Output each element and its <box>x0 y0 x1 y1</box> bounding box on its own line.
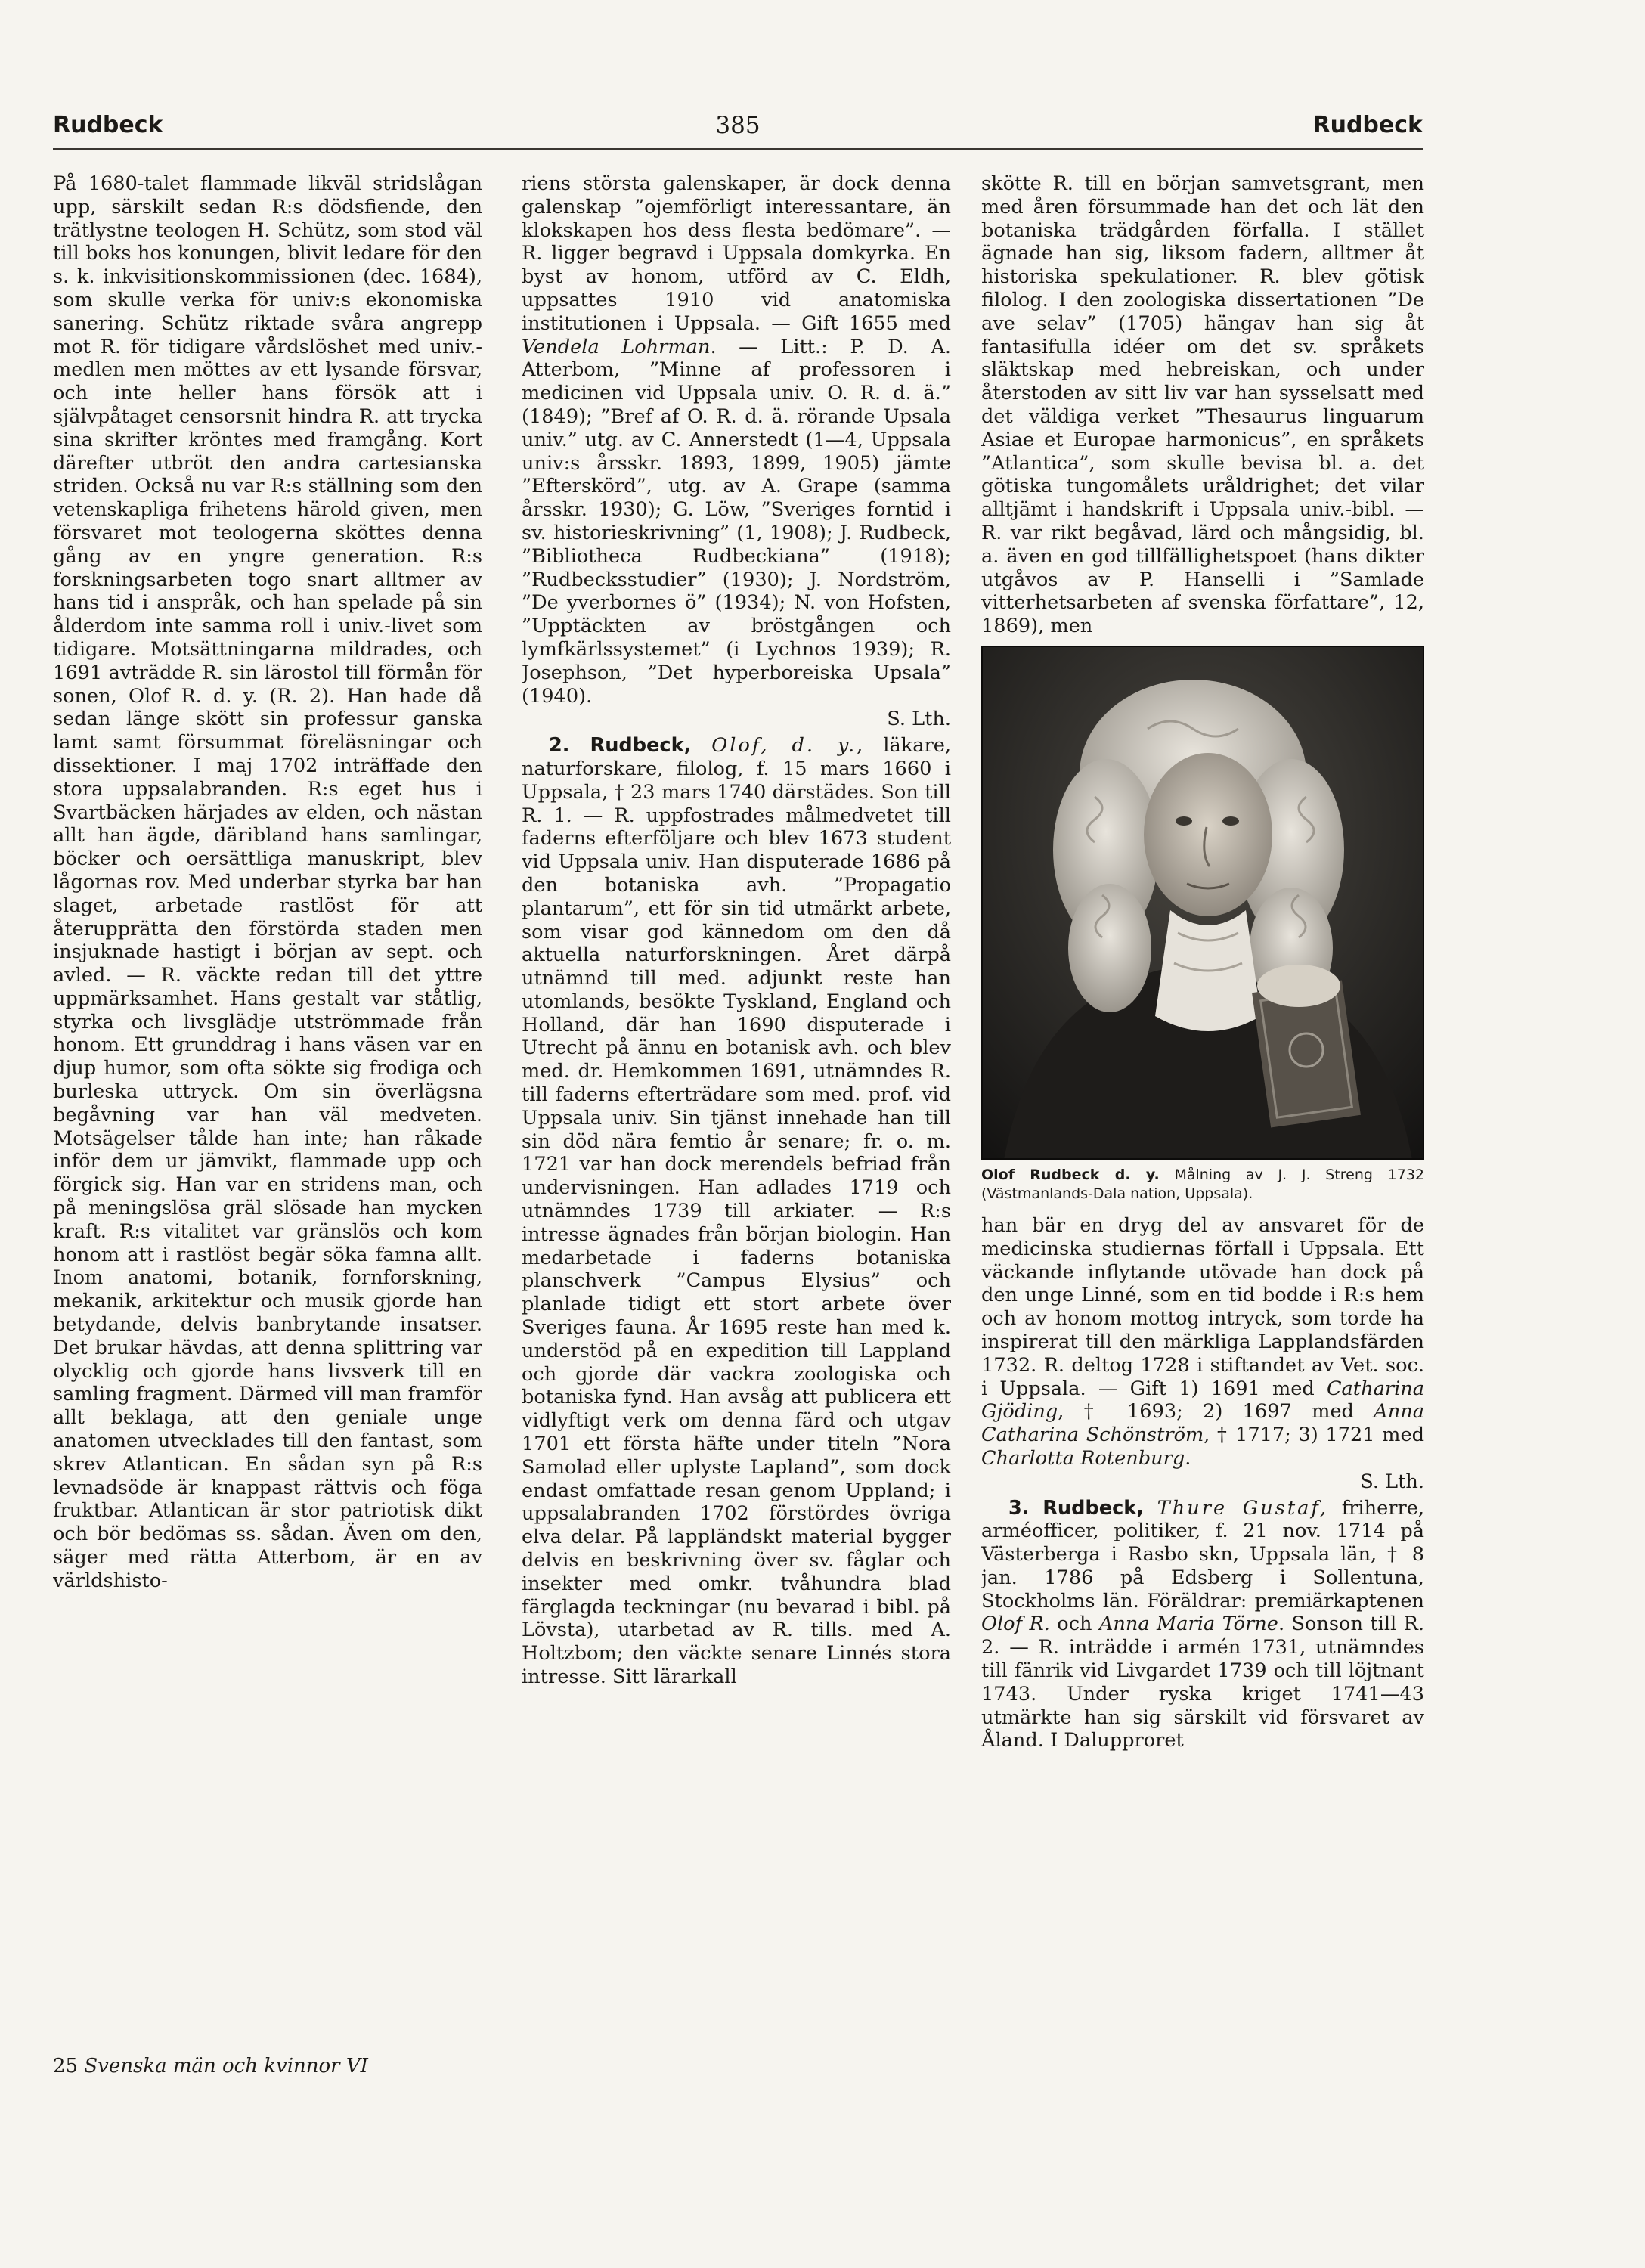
paragraph: skötte R. till en början samvetsgrant, men med åren försummade han det och lät den botaniska trädgården förfalla. I stället ägnade han sig, liksom fadern, alltmer åt historiska spekulationer. R. blev götisk filolog. I den zoologiska dissertationen ”De ave selav” (1705) hängav han sig åt fantasifulla idéer om det sv. språkets släktskap med hebreiskan, och under återstoden av sitt liv var han sysselsatt med det väldiga verket ”Thesaurus linguarum Asiae et Europae harmonicus”, en språkets ”Atlantica”, som skulle bevisa bl. a. det götiska tungomålets uråldrighet; det vilar alltjämt i handskrift i Uppsala univ.-bibl. — R. var rikt begåvad, lärd och mångsidig, bl. a. även en god tillfällighetspoet (hans dikter utgåvos av P. Hanselli i ”Samlade vitterhetsarbeten af svenska författare”, 12, 1869), men <box>981 172 1424 638</box>
paragraph <box>981 1214 1424 1494</box>
spouse-name: Charlotta Rotenburg <box>981 1446 1185 1470</box>
text-column-2 <box>522 172 951 2040</box>
text-run: . — Litt.: P. D. A. Atterbom, ”Minne af professoren i medicinen vid Uppsala univ. O. R. d. ä.” (1849); ”Bref af O. R. d. ä. rörande Upsala univ.” utg. av C. Annerstedt (1—4, Uppsala univ:s årsskr. 1893, 1899, 1905) jämte ”Efterskörd”, utg. av A. Grape (samma årsskr. 1930); G. Löw, ”Sveriges forntid i sv. historieskrivning” (1, 1908); J. Rudbeck, ”Bibliotheca Rudbeckiana” (1918); ”Rudbecksstudier” (1930); J. Nordström, ”De yverbornes ö” (1934); N. von Hofsten, ”Upptäckten av bröstgången och lymfkärlssystemet” (i Lychnos 1939); R. Josephson, ”Det hyperboreiska Upsala” (1940). <box>522 335 951 708</box>
running-head-right: Rudbeck <box>1312 112 1423 138</box>
page-number: 385 <box>715 112 761 139</box>
text-run: han bär en dryg del av ansvaret för de medicinska studiernas förfall i Uppsala. Ett väckande inflytande utövade han dock på den unge Linné, som en tid bodde i R:s hem och av honom mottog intryck, som torde ha inspirerat till den märkliga Lapplandsfärden 1732. R. deltog 1728 i stiftandet av Vet. soc. i Uppsala. — Gift 1) 1691 med <box>981 1213 1424 1400</box>
paragraph <box>522 172 951 731</box>
text-column-3 <box>981 172 1424 2040</box>
portrait-caption <box>981 1166 1424 1204</box>
entry-number: 3. <box>1008 1496 1030 1520</box>
entry-text: , läkare, naturforskare, filolog, f. 15 mars 1660 i Uppsala, † 23 mars 1740 därstädes. Son till R. 1. — R. uppfostrades målmedvetet till faderns efterföljare och blev 1673 student vid Uppsala univ. Han disputerade 1686 på den botaniska avh. ”Propagatio plantarum”, ett för sin tid utmärkt arbete, som visar god kännedom om den då aktuella naturforskningen. Året därpå utnämnd till med. adjunkt reste han utomlands, besökte Tyskland, England och Holland, där han 1690 disputerade i Utrecht på ännu en botanisk avh. och blev med. dr. Hemkommen 1691, utnämndes R. till faderns efterträdare som med. prof. vid Uppsala univ. Sin tjänst innehade han till sin död nära femtio år senare; fr. o. m. 1721 var han dock merendels befriad från undervisningen. Han adlades 1719 och utnämndes 1739 till arkiater. — R:s intresse ägnades från början biologin. Han medarbetade i faderns botaniska planschverk ”Campus Elysius” och planlade tidigt ett stort arbete över Sveriges fauna. År 1695 reste han med k. understöd på en expedition till Lappland och gjorde där vackra zoologiska och botaniska fynd. Han avsåg att publicera ett vidlyftigt verk om denna färd och utgav 1701 ett första häfte under titeln ”Nora Samolad eller uplyste Lapland”, som dock endast omfattade resan genom Uppland; i uppsalabranden 1702 förstördes övriga elva delar. På lappländskt material bygger delvis en beskrivning över sv. fåglar och insekter med omkr. tvåhundra blad färglagda teckningar (nu bevarad i bibl. på Lövsta), utarbetad av R. tills. med A. Holtzbom; den väckte senare Linnés stora intresse. Sitt lärarkall <box>522 734 951 1688</box>
parent-name: Anna Maria Törne <box>1098 1613 1278 1636</box>
text-run: riens största galenskaper, är dock denna galenskap ”ojemförligt interessantare, än klokskapen hos dess flesta bedömare”. — R. ligger begravd i Uppsala domkyrka. En byst av honom, utförd av C. Eldh, uppsattes 1910 vid anatomiska institutionen i Uppsala. — Gift 1655 med <box>522 172 951 335</box>
entry-given-name: Thure Gustaf, <box>1157 1496 1329 1520</box>
page-footer <box>53 2055 368 2077</box>
caption-text: Målning av J. J. Streng 1732 (Västmanlands-Dala nation, Uppsala). <box>981 1166 1424 1202</box>
entry-olof-rudbeck-dy <box>522 734 951 1689</box>
spouse-name: Catharina Gjöding <box>981 1377 1424 1424</box>
spouse-name: Anna Catharina Schönström <box>981 1400 1424 1447</box>
entry-surname: Rudbeck, <box>590 734 692 758</box>
text-run: , † 1717; 3) 1721 med <box>1204 1424 1424 1447</box>
paragraph: På 1680-talet flammade likväl stridslågan upp, särskilt sedan R:s dödsfiende, den trätlystne teologen H. Schütz, som stod väl till boks hos konungen, blivit ledare för den s. k. inkvisitionskommissionen (dec. 1684), som skulle verka för univ:s ekonomiska sanering. Schütz riktade svåra angrepp mot R. för tidigare vårdslöshet med univ.-medlen men möttes av ett lysande försvar, och inte heller hans försök att i självpåtaget censorsnit hindra R. att trycka sina skrifter kröntes med framgång. Kort därefter utbröt den andra cartesianska striden. Också nu var R:s ställning som den vetenskapliga frihetens härold given, men försvaret mot teologerna sköttes denna gång av en yngre generation. R:s forskningsarbeten togo snart alltmer av hans tid i anspråk, och han spelade på sin ålderdom inte samma roll i univ.-livet som tidigare. Motsättningarna mildrades, och 1691 avträdde R. sin lärostol till förmån för sonen, Olof R. d. y. (R. 2). Han hade då sedan länge skött sin professur ganska lamt samt försummat föreläsningar och dissektioner. I maj 1702 inträffade den stora uppsalabranden. R:s eget hus i Svartbäcken härjades av elden, och nästan allt han ägde, däribland hans samlingar, böcker och oersättliga manuskript, blev lågornas rov. Med underbar styrka bar han slaget, arbetade rastlöst för att återupprätta den förstörda staden men insjuknade hastigt i början av sept. och avled. — R. väckte redan till det yttre uppmärksamhet. Hans gestalt var ståtlig, styrka och livsglädje utströmmade från honom. Ett grunddrag i hans väsen var en djup humor, som ofta sökte sig frodiga och burleska uttryck. Om sin överlägsna begåvning var han väl medveten. Motsägelser tålde han inte; han råkade inför dem ur jämvikt, flammade upp och förgick sig. Han var en stridens man, och på meningslösa gräl slösade han mycken kraft. R:s vitalitet var gränslös och kom honom att i rastlöst begär söka famna allt. Inom anatomi, botanik, fornforskning, mekanik, arkitektur och musik gjorde han betydande, delvis banbrytande insatser. Det brukar hävdas, att denna splittring var olycklig och gjorde hans livsverk till en samling fragment. Därmed vill man framför allt beklaga, att den geniale unge anatomen utvecklades till den fantast, som skrev Atlantican. En sådan syn på R:s levnadsöde är knappast rättvis och föga fruktbar. Atlantican är stor patriotisk dikt och bör bedömas ss. sådan. Även om den, säger med rätta Atterbom, är en av världshisto- <box>53 172 482 1592</box>
entry-text: . Sonson till R. 2. — R. inträdde i armén 1731, utnämndes till fänrik vid Livgardet 1739 och till löjtnant 1743. Under ryska kriget 1741—43 utmärkte han sig särskilt vid försvaret av Åland. I Dalupproret <box>981 1613 1424 1752</box>
entry-text: friherre, arméofficer, politiker, f. 21 nov. 1714 på Västerberga i Rasbo skn, Uppsala län, † 8 jan. 1786 på Edsberg i Sollentuna, Stockholms län. Föräldrar: premiärkaptenen <box>981 1496 1424 1613</box>
entry-given-name: Olof, d. y. <box>711 734 857 758</box>
spouse-name: Vendela Lohrman <box>522 335 711 358</box>
portrait-image <box>981 646 1424 1160</box>
text-run: och <box>1049 1613 1092 1636</box>
signature-mark: 25 <box>53 2055 79 2077</box>
parent-name: Olof R. <box>981 1613 1050 1636</box>
header-rule <box>53 148 1423 150</box>
entry-thure-gustaf-rudbeck <box>981 1497 1424 1753</box>
text-run: , † 1693; 2) 1697 med <box>1058 1400 1354 1424</box>
running-header <box>53 112 1423 145</box>
portrait-figure <box>981 646 1424 1204</box>
author-signature: S. Lth. <box>1360 1470 1424 1493</box>
running-head-left: Rudbeck <box>53 112 163 138</box>
text-column-1 <box>53 172 482 2040</box>
entry-surname: Rudbeck, <box>1042 1496 1145 1520</box>
book-title: Svenska män och kvinnor VI <box>84 2055 368 2077</box>
text-run: . <box>1185 1446 1191 1470</box>
caption-name: Olof Rudbeck d. y. <box>981 1166 1160 1183</box>
author-signature: S. Lth. <box>887 708 951 731</box>
entry-number: 2. <box>549 734 570 758</box>
